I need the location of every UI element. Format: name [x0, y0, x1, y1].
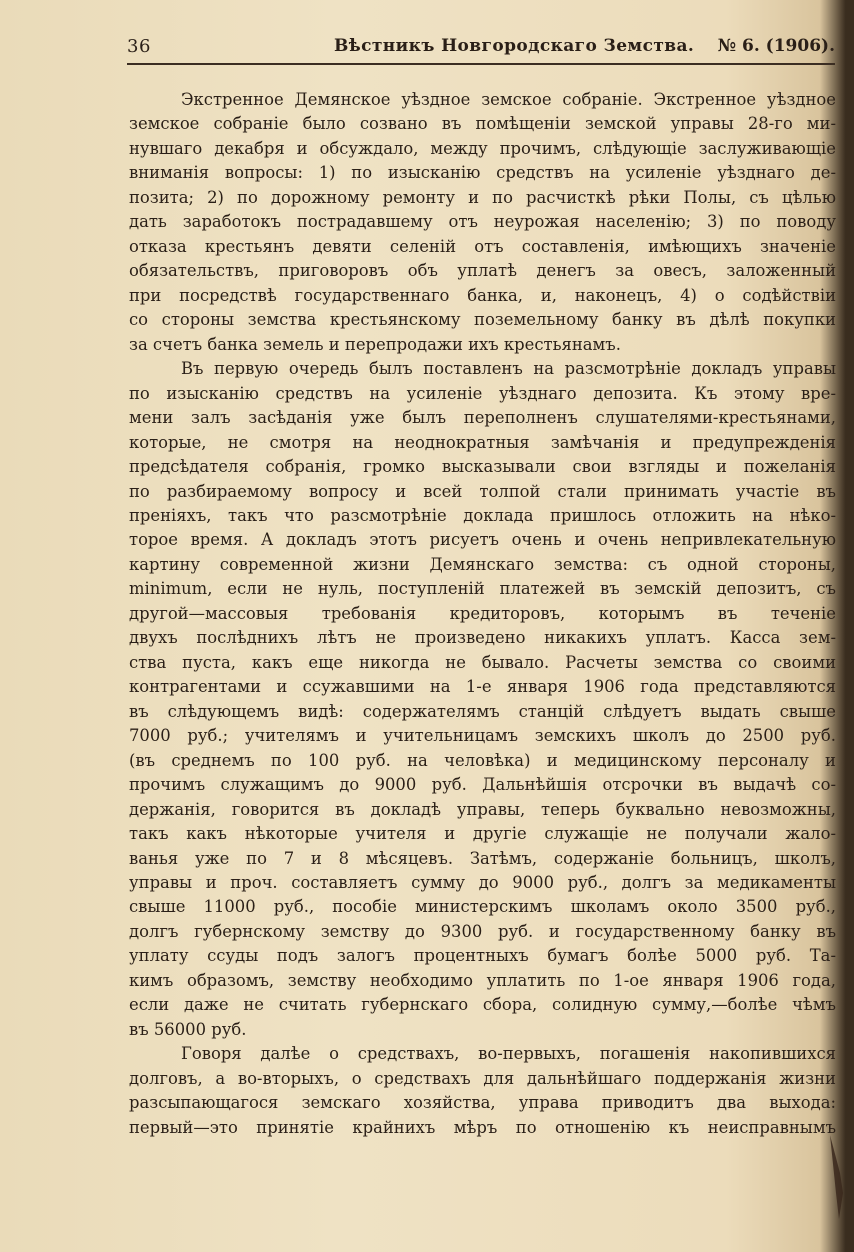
text-line: картину современной жизни Демянскаго земства: съ одной стороны,: [129, 554, 836, 574]
text-line: по разбираемому вопросу и всей толпой стали принимать участіе въ: [129, 481, 836, 501]
text-line: обязательствъ, приговоровъ объ уплатѣ денегъ за овесъ, заложенный: [129, 261, 836, 281]
ink-mark: [826, 1133, 848, 1221]
text-line: ства пуста, какъ еще никогда не бывало. Расчеты земства со своими: [129, 652, 836, 672]
text-line: держанія, говорится въ докладѣ управы, теперь буквально невозможны,: [129, 799, 836, 819]
text-line: вниманія вопросы: 1) по изысканію средствъ на усиленіе уѣзднаго де-: [129, 163, 836, 183]
text-line: кимъ образомъ, земству необходимо уплатить по 1-ое января 1906 года,: [129, 970, 836, 990]
text-line: со стороны земства крестьянскому поземельному банку въ дѣлѣ покупки: [129, 310, 836, 330]
text-line: предсѣдателя собранія, громко высказывали свои взгляды и пожеланія: [129, 457, 836, 477]
text-line: въ 56000 руб.: [129, 1019, 247, 1039]
text-line: 7000 руб.; учителямъ и учительницамъ земскихъ школъ до 2500 руб.: [129, 726, 836, 746]
journal-title: Вѣстникъ Новгородскаго Земства.: [334, 36, 695, 56]
text-line: при посредствѣ государственнаго банка, и, наконецъ, 4) о содѣйствіи: [129, 285, 836, 305]
text-line: долгъ губернскому земству до 9300 руб. и государственному банку въ: [129, 921, 836, 941]
text-line: торое время. А докладъ этотъ рисуетъ очень и очень непривлекательную: [129, 530, 836, 550]
text-line: по изысканію средствъ на усиленіе уѣзднаго депозита. Къ этому вре-: [129, 383, 836, 403]
text-line: разсыпающагося земскаго хозяйства, управа приводитъ два выхода:: [129, 1093, 836, 1113]
text-line: свыше 11000 руб., пособіе министерскимъ школамъ около 3500 руб.,: [129, 897, 836, 917]
text-line: отказа крестьянъ девяти селеній отъ составленія, имѣющихъ значеніе: [129, 236, 836, 256]
text-line: которые, не смотря на неоднократныя замѣчанія и предупрежденія: [129, 432, 836, 452]
text-line: minimum, если не нуль, поступленій платежей въ земскій депозитъ, съ: [129, 579, 836, 599]
text-line: дать заработокъ пострадавшему отъ неурожая населенію; 3) по поводу: [129, 212, 836, 232]
text-line: другой—массовыя требованія кредиторовъ, которымъ въ теченіе: [129, 603, 836, 623]
text-line: мени залъ засѣданія уже былъ переполненъ слушателями-крестьянами,: [129, 408, 836, 428]
article-body: [129, 88, 836, 1140]
text-line: земское собраніе было созвано въ помѣщеніи земской управы 28-го ми-: [129, 114, 836, 134]
text-line: за счетъ банка земель и перепродажи ихъ крестьянамъ.: [129, 334, 621, 354]
text-line: если даже не считать губернскаго сбора, солидную сумму,—болѣе чѣмъ: [129, 995, 836, 1015]
text-line: двухъ послѣднихъ лѣтъ не произведено никакихъ уплатъ. Касса зем-: [129, 628, 836, 648]
text-line: Говоря далѣе о средствахъ, во-первыхъ, погашенія накопившихся: [181, 1044, 836, 1064]
text-line: управы и проч. составляетъ сумму до 9000 руб., долгъ за медикаменты: [129, 873, 836, 892]
text-line: Въ первую очередь былъ поставленъ на разсмотрѣніе докладъ управы: [181, 359, 836, 379]
text-line: первый—это принятіе крайнихъ мѣръ по отношенію къ неисправнымъ: [129, 1117, 836, 1137]
text-line: уплату ссуды подъ залогъ процентныхъ бумагъ болѣе 5000 руб. Та-: [129, 946, 836, 966]
text-line: прочимъ служащимъ до 9000 руб. Дальнѣйшія отсрочки въ выдачѣ со-: [129, 775, 836, 795]
text-line: въ слѣдующемъ видѣ: содержателямъ станцій слѣдуетъ выдать свыше: [129, 701, 836, 721]
text-line: контрагентами и ссужавшими на 1-е января 1906 года представляются: [129, 677, 836, 697]
text-line: позита; 2) по дорожному ремонту и по расчисткѣ рѣки Полы, съ цѣлью: [129, 187, 836, 207]
text-line: такъ какъ нѣкоторые учителя и другіе служащіе не получали жало-: [129, 824, 836, 844]
text-line: преніяхъ, такъ что разсмотрѣніе доклада пришлось отложить на нѣко-: [129, 505, 836, 525]
page-number: 36: [127, 36, 151, 57]
text-line: долговъ, а во-вторыхъ, о средствахъ для дальнѣйшаго поддержанія жизни: [129, 1068, 836, 1088]
issue-number: № 6. (1906).: [717, 36, 835, 56]
page-header: [127, 33, 835, 65]
text-line: (въ среднемъ по 100 руб. на человѣка) и медицинскому персоналу и: [129, 750, 836, 770]
text-line: Экстренное Демянское уѣздное земское собраніе. Экстренное уѣздное: [181, 90, 836, 109]
text-line: нувшаго декабря и обсуждало, между прочимъ, слѣдующіе заслуживающіе: [129, 138, 836, 158]
text-line: ванья уже по 7 и 8 мѣсяцевъ. Затѣмъ, содержаніе больницъ, школъ,: [129, 848, 836, 868]
